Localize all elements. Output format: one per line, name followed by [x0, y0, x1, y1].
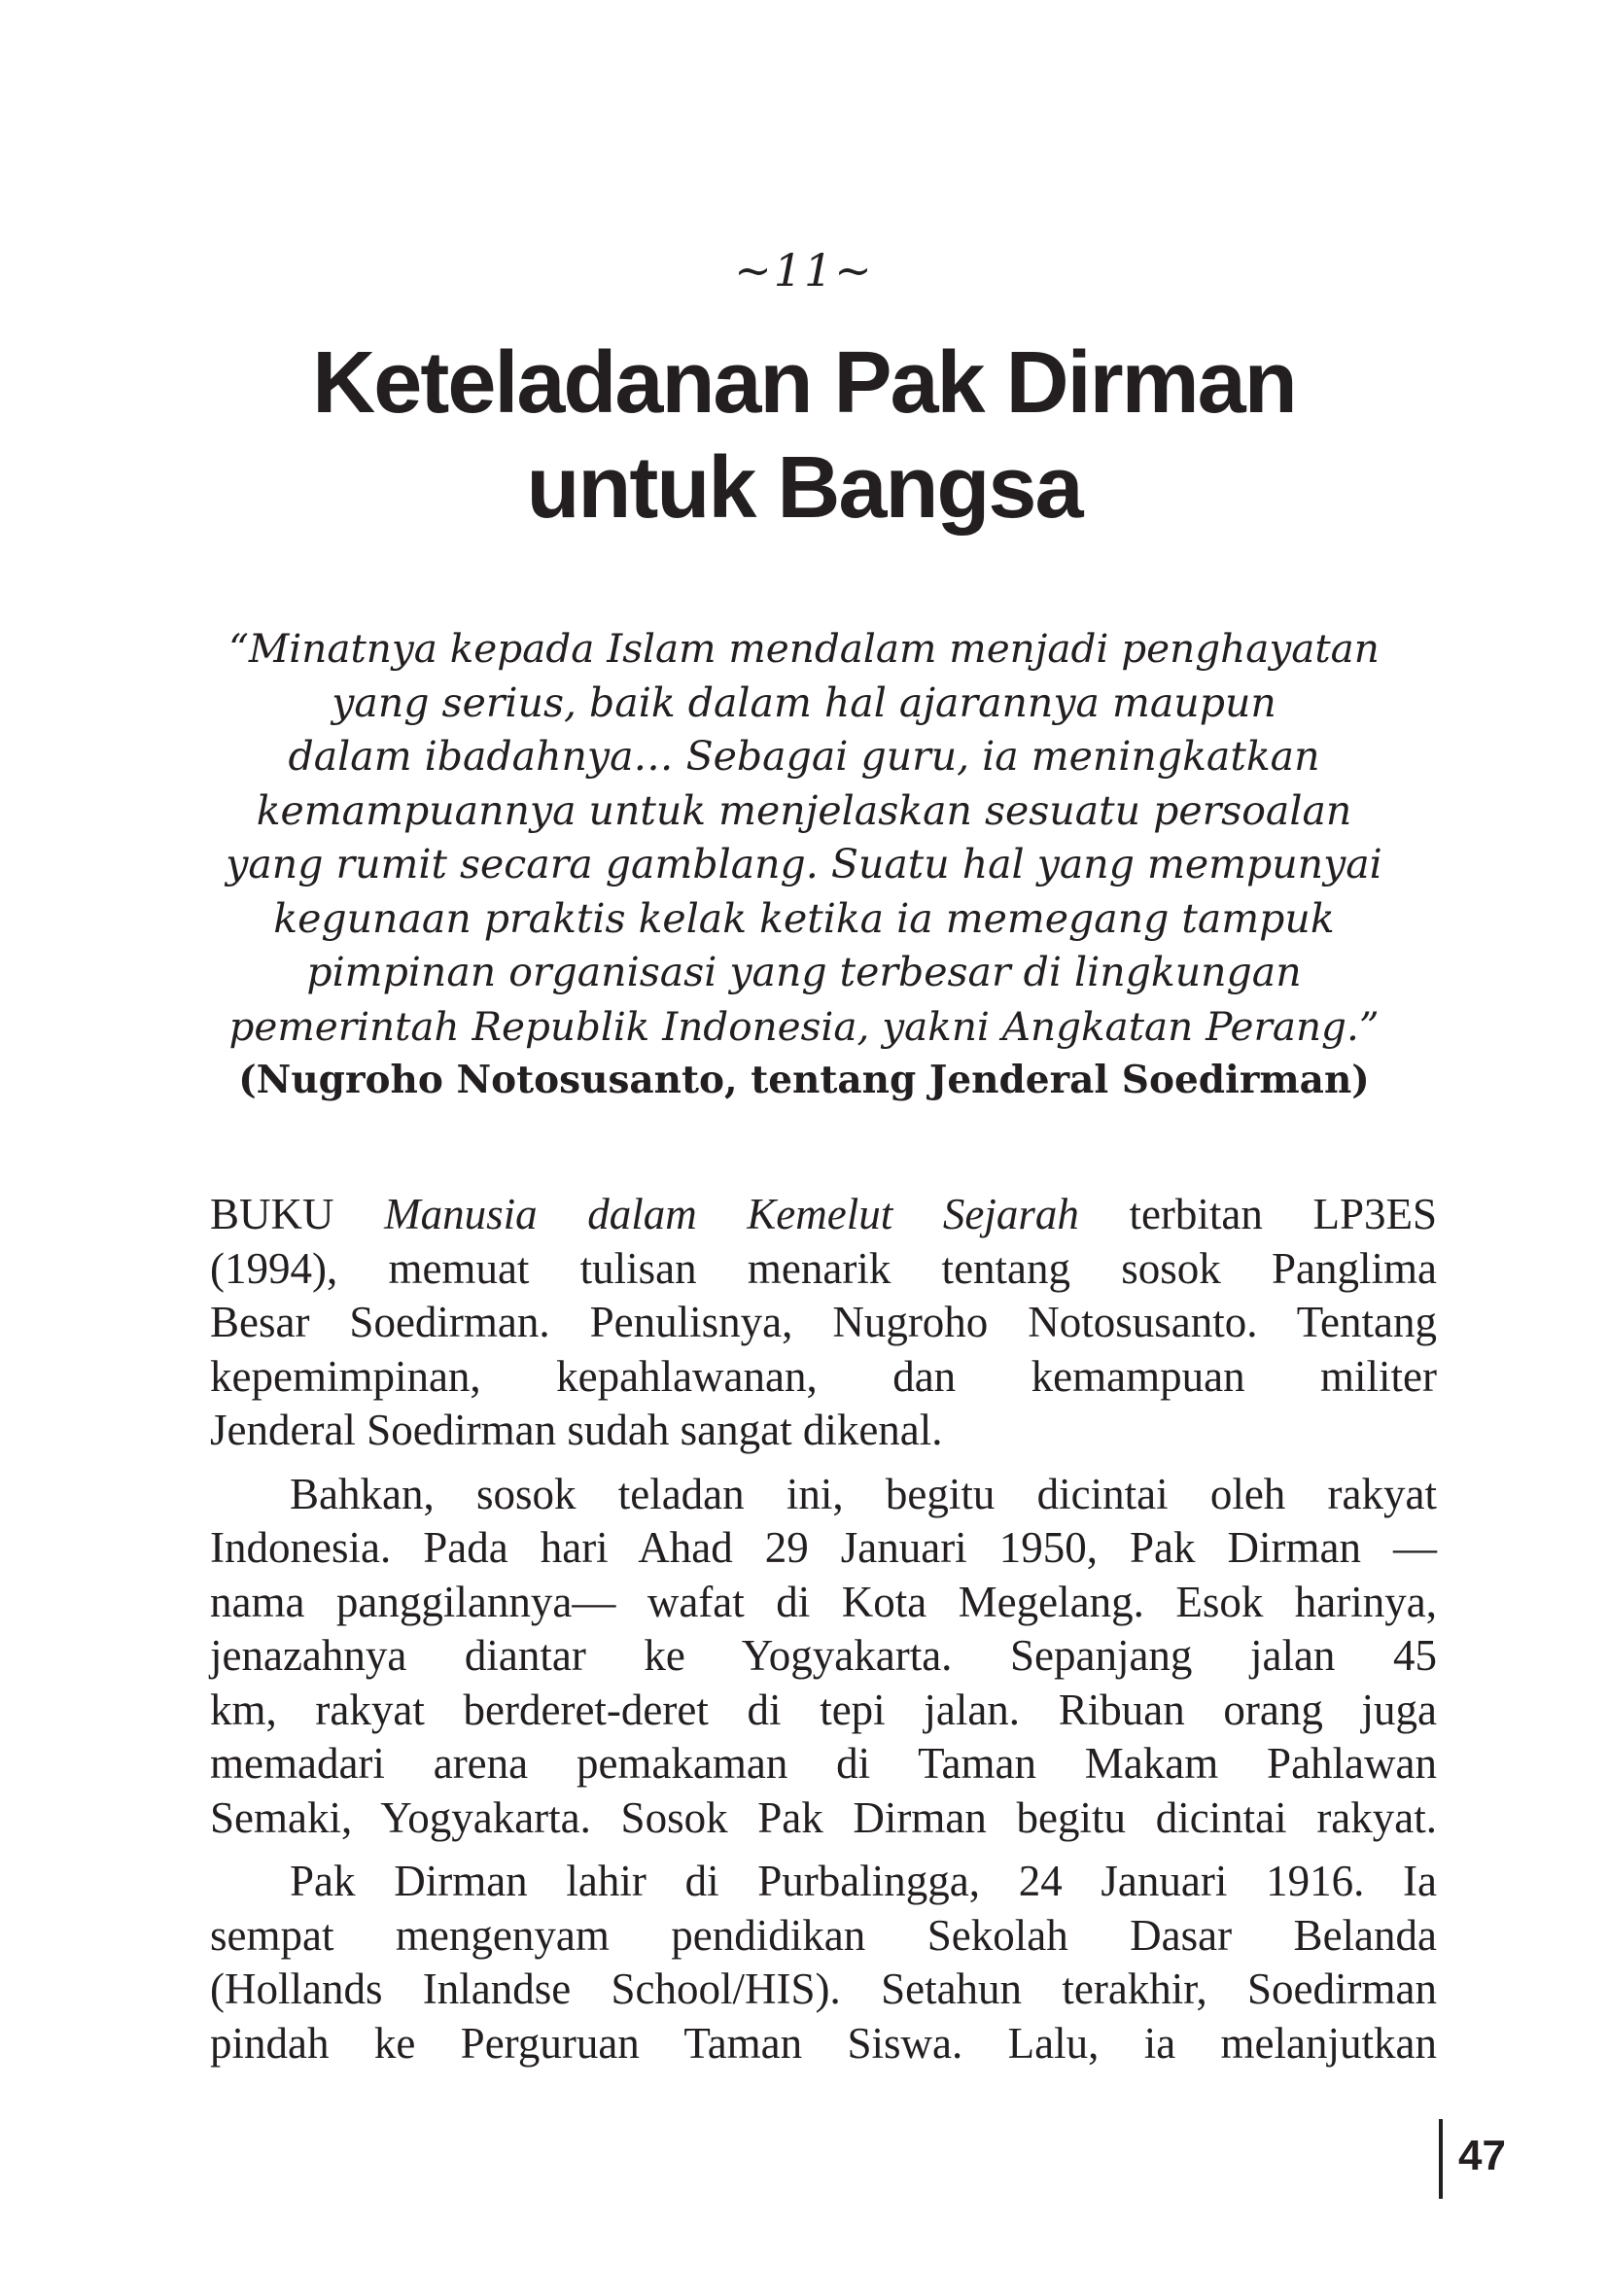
chapter-number: ~11~	[734, 244, 874, 296]
paragraph-line: (Hollands Inlandse School/HIS). Setahun terakhir, Soedirman	[210, 1965, 1437, 2013]
page-number: 47	[1458, 2132, 1506, 2179]
paragraph-line	[210, 1188, 1437, 1242]
page-number-divider	[1439, 2119, 1443, 2199]
paragraph-line: jenazahnya diantar ke Yogyakarta. Sepanjang jalan 45	[210, 1631, 1437, 1680]
paragraph-3	[210, 1855, 1437, 2070]
epigraph-line: “Minatnya kepada Islam mendalam menjadi penghayatan	[228, 625, 1380, 672]
epigraph-line: kegunaan praktis kelak ketika ia memegang tampuk	[273, 894, 1335, 942]
paragraph-line: Indonesia. Pada hari Ahad 29 Januari 1950, Pak Dirman —	[210, 1523, 1437, 1572]
paragraph-2	[210, 1468, 1437, 1846]
chapter-title	[194, 330, 1414, 540]
book-intro-text: BUKU	[210, 1190, 385, 1238]
epigraph-line: pemerintah Republik Indonesia, yakni Angkatan Perang.”	[228, 1002, 1380, 1050]
paragraph-line: Semaki, Yogyakarta. Sosok Pak Dirman begitu dicintai rakyat.	[210, 1792, 1437, 1842]
chapter-title-line-1: Keteladanan Pak Dirman	[312, 334, 1296, 432]
body-text	[210, 1188, 1437, 2070]
epigraph-line: kemampuannya untuk menjelaskan sesuatu persoalan	[256, 786, 1352, 834]
paragraph-line: nama panggilannya— wafat di Kota Megelang. Esok harinya,	[210, 1577, 1437, 1626]
epigraph-attribution: (Nugroho Notosusanto, tentang Jenderal Soedirman)	[238, 1058, 1370, 1102]
paragraph-line: kepemimpinan, kepahlawanan, dan kemampuan militer	[210, 1351, 1437, 1401]
epigraph-line: yang rumit secara gamblang. Suatu hal yang mempunyai	[226, 841, 1382, 887]
book-title: Manusia dalam Kemelut Sejarah	[384, 1190, 1079, 1238]
epigraph-line: dalam ibadahnya… Sebagai guru, ia meningkatkan	[288, 733, 1320, 780]
publisher-text: terbitan LP3ES	[1078, 1190, 1437, 1238]
paragraph-line: Bahkan, sosok teladan ini, begitu dicintai oleh rakyat	[290, 1469, 1437, 1518]
paragraph-1	[210, 1188, 1437, 1458]
paragraph-line: km, rakyat berderet-deret di tepi jalan. Ribuan orang juga	[210, 1685, 1437, 1734]
chapter-title-line-2: untuk Bangsa	[526, 439, 1082, 537]
paragraph-line: pindah ke Perguruan Taman Siswa. Lalu, ia melanjutkan	[210, 2018, 1437, 2068]
paragraph-line: Pak Dirman lahir di Purbalingga, 24 Januari 1916. Ia	[290, 1857, 1437, 1905]
paragraph-line: memadari arena pemakaman di Taman Makam Pahlawan	[210, 1739, 1437, 1788]
epigraph-line: yang serius, baik dalam hal ajarannya maupun	[332, 678, 1276, 726]
paragraph-line: (1994), memuat tulisan menarik tentang sosok Panglima	[210, 1243, 1437, 1293]
paragraph-line: Besar Soedirman. Penulisnya, Nugroho Notosusanto. Tentang	[210, 1298, 1437, 1346]
paragraph-line: Jenderal Soedirman sudah sangat dikenal.	[210, 1406, 943, 1454]
epigraph-quote	[224, 622, 1384, 1108]
epigraph-line: pimpinan organisasi yang terbesar di lingkungan	[306, 949, 1302, 995]
paragraph-line: sempat mengenyam pendidikan Sekolah Dasar Belanda	[210, 1910, 1437, 1960]
